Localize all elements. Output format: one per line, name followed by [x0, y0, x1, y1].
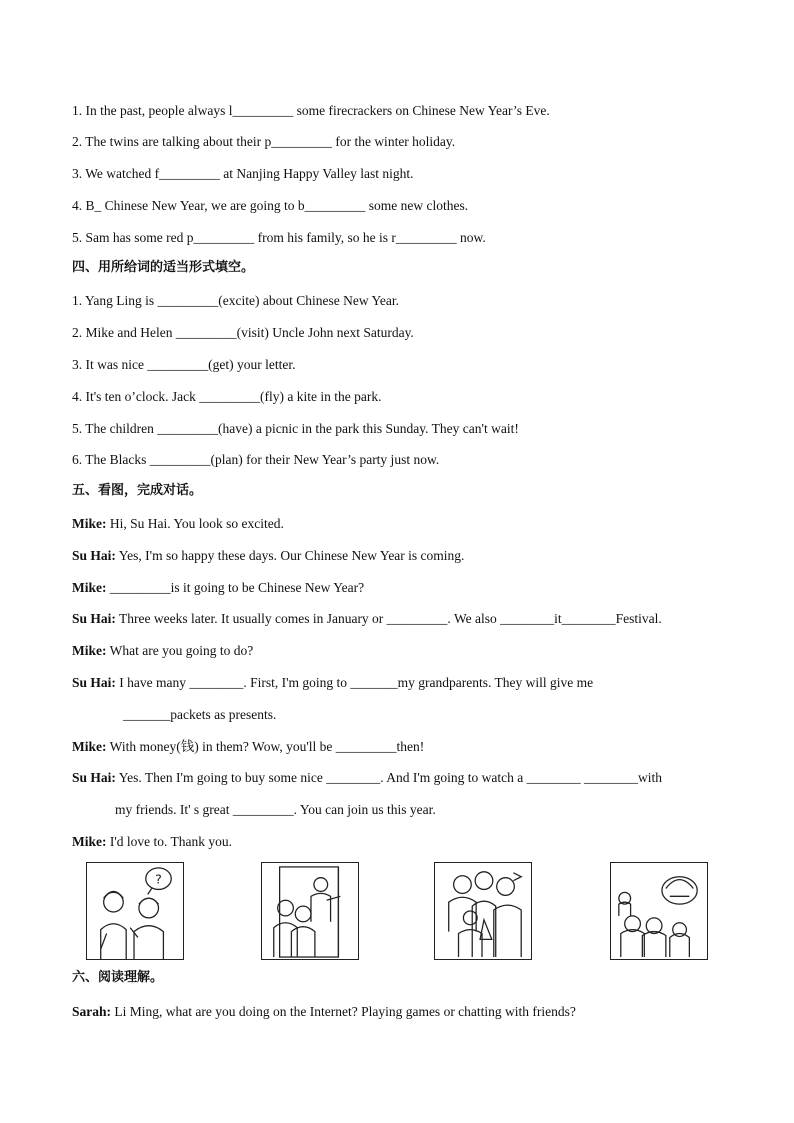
dialogue-line — [72, 769, 662, 787]
dialogue-line — [72, 642, 253, 660]
question-mark: ? — [155, 872, 162, 888]
exercise-item-3: 3. We watched f_________ at Nanjing Happy Valley last night. — [72, 166, 414, 181]
dialogue-text: What are you going to do? — [106, 643, 254, 658]
speaker: Su Hai: — [72, 548, 116, 563]
dialogue-text: Yes, I'm so happy these days. Our Chinese New Year is coming. — [115, 548, 465, 563]
dialogue-line — [72, 674, 593, 692]
dialogue-text: Li Ming, what are you doing on the Internet? Playing games or chatting with friends? — [111, 1004, 576, 1019]
dialogue-line — [72, 547, 464, 565]
picture-visiting-grandparents — [261, 862, 359, 960]
lion-dance-illustration — [611, 863, 707, 959]
fill-item-2: 2. Mike and Helen _________(visit) Uncle John next Saturday. — [72, 325, 414, 340]
fill-item-5: 5. The children _________(have) a picnic in the park this Sunday. They can't wait! — [72, 421, 519, 436]
speaker: Mike: — [72, 516, 107, 531]
section-6-heading: 六、阅读理解。 — [72, 970, 164, 985]
exercise-item-4: 4. B_ Chinese New Year, we are going to b_________ some new clothes. — [72, 198, 469, 213]
fill-item-4: 4. It's ten o’clock. Jack _________(fly) a kite in the park. — [72, 389, 382, 404]
dialogue-text: With money(钱) in them? Wow, you'll be _________then! — [106, 739, 425, 754]
speaker: Mike: — [72, 834, 107, 849]
dialogue-text: Hi, Su Hai. You look so excited. — [106, 516, 284, 531]
dialogue-text: Yes. Then I'm going to buy some nice ________. And I'm going to watch a ________ ________with — [115, 770, 662, 785]
fill-item-1: 1. Yang Ling is _________(excite) about Chinese New Year. — [72, 293, 399, 308]
section-4-heading: 四、用所给词的适当形式填空。 — [72, 260, 255, 275]
dialogue-line — [72, 610, 662, 628]
speaker: Su Hai: — [72, 770, 116, 785]
dialogue-continuation: my friends. It' s great _________. You can join us this year. — [115, 802, 436, 817]
dialogue-line — [72, 738, 424, 756]
speaker: Sarah: — [72, 1004, 112, 1019]
exercise-item-2: 2. The twins are talking about their p_________ for the winter holiday. — [72, 134, 456, 149]
kids-talking-illustration — [87, 863, 183, 959]
dialogue-continuation: _______packets as presents. — [123, 707, 277, 722]
speaker: Mike: — [72, 643, 107, 658]
dialogue-line — [72, 1003, 576, 1021]
dialogue-text: Three weeks later. It usually comes in January or _________. We also ________it________Festival. — [115, 611, 662, 626]
speaker: Mike: — [72, 580, 107, 595]
exercise-item-5: 5. Sam has some red p_________ from his family, so he is r_________ now. — [72, 230, 486, 245]
picture-shopping-clothes — [434, 862, 532, 960]
dialogue-line — [72, 833, 232, 851]
fill-item-3: 3. It was nice _________(get) your letter. — [72, 357, 296, 372]
picture-lion-dance — [610, 862, 708, 960]
section-5-heading: 五、看图，完成对话。 — [72, 483, 203, 498]
dialogue-text: _________is it going to be Chinese New Year? — [106, 580, 365, 595]
dialogue-line — [72, 515, 284, 533]
dialogue-text: I have many ________. First, I'm going to _______my grandparents. They will give me — [115, 675, 594, 690]
fill-item-6: 6. The Blacks _________(plan) for their New Year’s party just now. — [72, 452, 440, 467]
visiting-illustration — [262, 863, 358, 959]
speaker: Su Hai: — [72, 611, 116, 626]
shopping-illustration — [435, 863, 531, 959]
exercise-item-1: 1. In the past, people always l_________ some firecrackers on Chinese New Year’s Eve. — [72, 103, 550, 118]
dialogue-line — [72, 579, 364, 597]
dialogue-text: I'd love to. Thank you. — [106, 834, 233, 849]
speaker: Mike: — [72, 739, 107, 754]
speaker: Su Hai: — [72, 675, 116, 690]
picture-two-kids-talking — [86, 862, 184, 960]
